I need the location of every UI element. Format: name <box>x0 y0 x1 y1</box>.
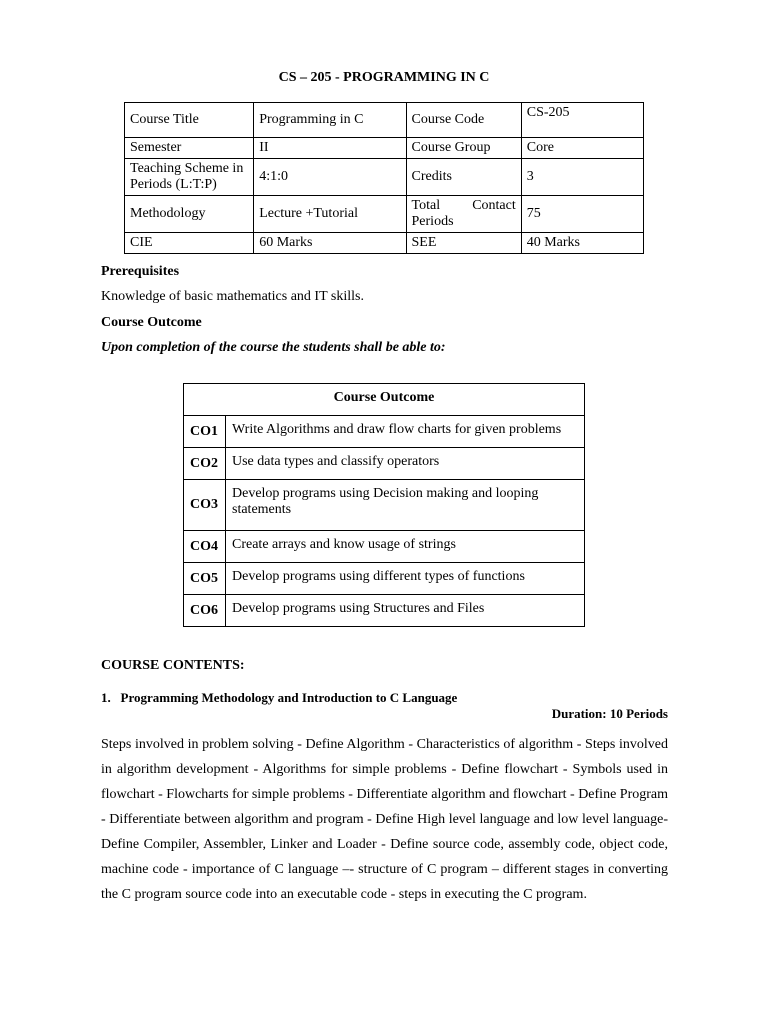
outcome-code: CO5 <box>184 563 226 595</box>
outcome-text: Develop programs using Structures and Files <box>226 595 585 627</box>
table-cell: 3 <box>521 159 643 196</box>
table-row <box>125 196 644 233</box>
outcome-text: Develop programs using different types of functions <box>226 563 585 595</box>
page-title: CS – 205 - PROGRAMMING IN C <box>278 70 490 85</box>
table-header-row <box>184 384 585 416</box>
table-cell: Semester <box>125 138 254 159</box>
cell-word: Periods <box>411 214 454 229</box>
table-row <box>125 103 644 138</box>
outcome-code: CO4 <box>184 531 226 563</box>
table-header: Course Outcome <box>184 384 585 416</box>
table-cell: 60 Marks <box>254 233 406 254</box>
table-cell: CS-205 <box>521 103 643 138</box>
cell-word: Total <box>411 198 441 213</box>
table-row <box>184 416 585 448</box>
table-row <box>184 480 585 531</box>
outcome-code: CO6 <box>184 595 226 627</box>
table-cell: Core <box>521 138 643 159</box>
outcome-text: Use data types and classify operators <box>226 448 585 480</box>
table-cell-total-contact-periods <box>406 196 521 233</box>
table-cell: Course Group <box>406 138 521 159</box>
course-contents-heading: COURSE CONTENTS: <box>101 658 245 673</box>
course-outcome-intro: Upon completion of the course the students shall be able to: <box>101 340 446 355</box>
table-cell: II <box>254 138 406 159</box>
course-outcome-heading: Course Outcome <box>101 315 202 330</box>
table-cell: 40 Marks <box>521 233 643 254</box>
table-row <box>184 531 585 563</box>
outcome-text: Develop programs using Decision making and looping statements <box>226 480 585 531</box>
outcome-text: Write Algorithms and draw flow charts for given problems <box>226 416 585 448</box>
table-cell: 4:1:0 <box>254 159 406 196</box>
table-cell: Course Title <box>125 103 254 138</box>
table-cell: SEE <box>406 233 521 254</box>
course-info-table <box>124 102 644 254</box>
table-row <box>125 138 644 159</box>
table-row <box>125 233 644 254</box>
table-cell: 75 <box>521 196 643 233</box>
table-cell: Teaching Scheme in Periods (L:T:P) <box>125 159 254 196</box>
table-row <box>184 448 585 480</box>
outcome-code: CO2 <box>184 448 226 480</box>
section-title: 1. Programming Methodology and Introduction to C Language <box>101 690 458 705</box>
prerequisites-heading: Prerequisites <box>101 264 180 279</box>
table-cell: Programming in C <box>254 103 406 138</box>
table-cell: Credits <box>406 159 521 196</box>
outcome-text: Create arrays and know usage of strings <box>226 531 585 563</box>
table-row <box>184 563 585 595</box>
outcome-code: CO1 <box>184 416 226 448</box>
table-cell: Methodology <box>125 196 254 233</box>
table-cell: Lecture +Tutorial <box>254 196 406 233</box>
section-body-text: Steps involved in problem solving - Define Algorithm - Characteristics of algorithm - Steps involved in algorithm development - Algorithms for simple problems - Define flowchart - Symbols used in flowchart - Flowcharts for simple problems - Differentiate algorithm and flowchart - Define Program - Differentiate between algorithm and program - Define High level language and low level language- Define Compiler, Assembler, Linker and Loader - Define source code, assembly code, object code, machine code - importance of C language –- structure of C program – different stages in converting the C program source code into an executable code - steps in executing the C program. <box>101 737 668 902</box>
table-cell: CIE <box>125 233 254 254</box>
section-duration: Duration: 10 Periods <box>551 706 668 721</box>
table-cell: Course Code <box>406 103 521 138</box>
outcome-code: CO3 <box>184 480 226 531</box>
prerequisites-text: Knowledge of basic mathematics and IT skills. <box>101 289 364 304</box>
course-outcome-table <box>183 383 585 627</box>
table-row <box>184 595 585 627</box>
table-row <box>125 159 644 196</box>
cell-word: Contact <box>472 198 516 213</box>
